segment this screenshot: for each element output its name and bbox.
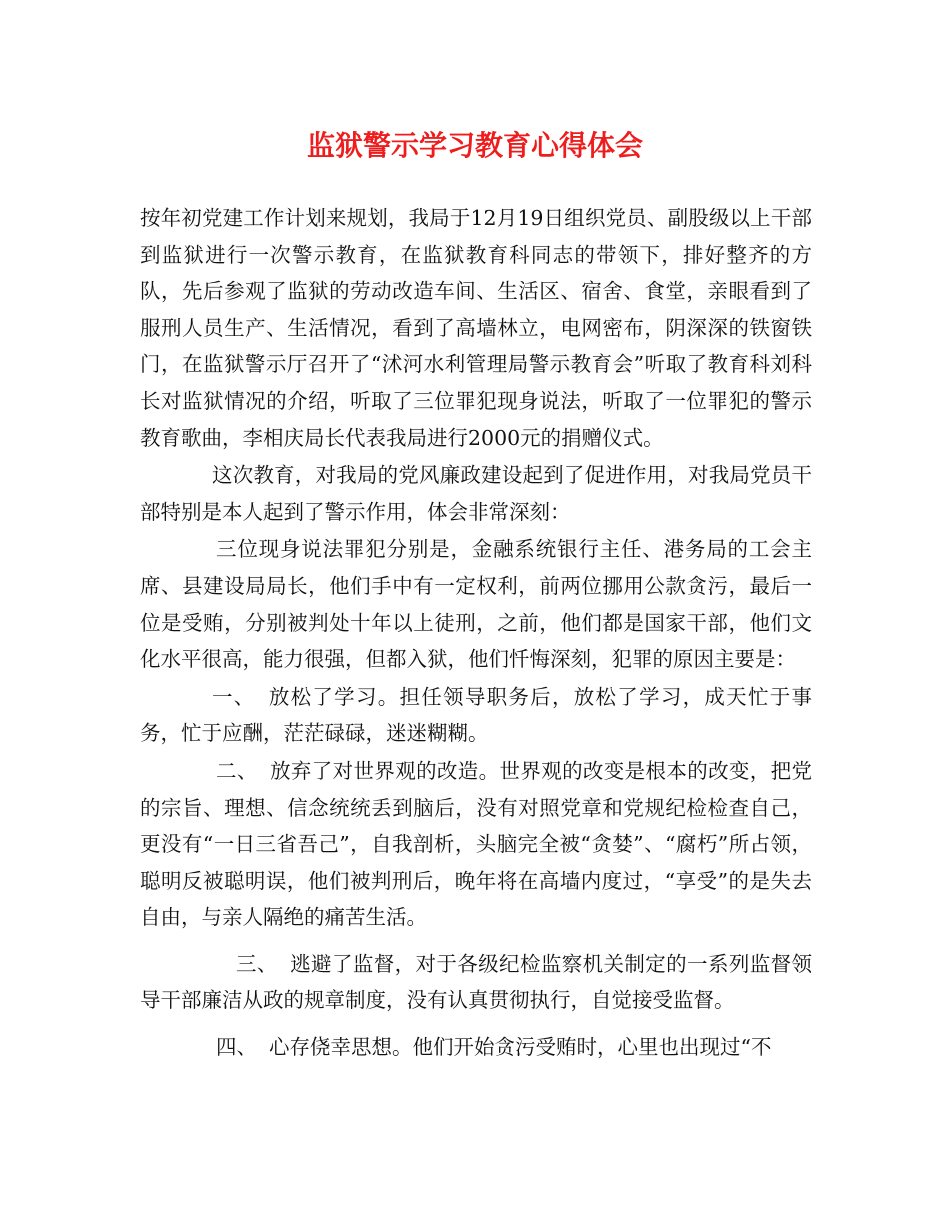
paragraph-criminals-summary: 三位现身说法罪犯分别是，金融系统银行主任、港务局的工会主席、县建设局局长，他们手中有一定权利，前两位挪用公款贪污，最后一位是受贿，分别被判处十年以上徒刑，之前，他们都是国家干部，他们文化水平很高，能力很强，但都入狱，他们忏悔深刻，犯罪的原因主要是： (140, 537, 812, 672)
list-item-number: 二、 (216, 758, 258, 783)
list-item-reason-3 (140, 946, 812, 1019)
document-body (140, 200, 812, 1066)
list-item-number: 一、 (212, 684, 256, 709)
list-item-text: 放松了学习。担任领导职务后，放松了学习，成天忙于事务，忙于应酬，茫茫碌碌，迷迷糊糊。 (140, 684, 813, 746)
paragraph-education-effect: 这次教育，对我局的党风廉政建设起到了促进作用，对我局党员干部特别是本人起到了警示作用，体会非常深刻： (140, 463, 812, 524)
list-item-reason-1 (140, 679, 812, 752)
paragraph-intro: 按年初党建工作计划来规划，我局于12月19日组织党员、副股级以上干部到监狱进行一次警示教育，在监狱教育科同志的带领下，排好整齐的方队，先后参观了监狱的劳动改造车间、生活区、宿舍、食堂，亲眼看到了服刑人员生产、生活情况，看到了高墙林立，电网密布，阴深深的铁窗铁门，在监狱警示厅召开了“沭河水利管理局警示教育会”听取了教育科刘科长对监狱情况的介绍，听取了三位罪犯现身说法，听取了一位罪犯的警示教育歌曲，李相庆局长代表我局进行2000元的捐赠仪式。 (140, 206, 812, 450)
list-item-number: 三、 (236, 951, 278, 976)
list-item-text: 逃避了监督，对于各级纪检监察机关制定的一系列监督领导干部廉洁从政的规章制度，没有认真贯彻执行，自觉接受监督。 (140, 951, 813, 1013)
list-item-number: 四、 (216, 1035, 257, 1060)
document-title: 监狱警示学习教育心得体会 (306, 129, 643, 162)
list-item-text: 心存侥幸思想。他们开始贪污受贿时，心里也出现过“不 (269, 1035, 772, 1060)
list-item-text: 放弃了对世界观的改造。世界观的改变是根本的改变，把党的宗旨、理想、信念统统丢到脑后，没有对照党章和党规纪检检查自己，更没有“一日三省吾己”，自我剖析，头脑完全被“贪婪”、“腐朽”所占领，聪明反被聪明误，他们被判刑后，晚年将在高墙内度过，“享受”的是失去自由，与亲人隔绝的痛苦生活。 (140, 758, 813, 930)
list-item-reason-4 (140, 1029, 812, 1066)
list-item-reason-2 (140, 753, 812, 936)
